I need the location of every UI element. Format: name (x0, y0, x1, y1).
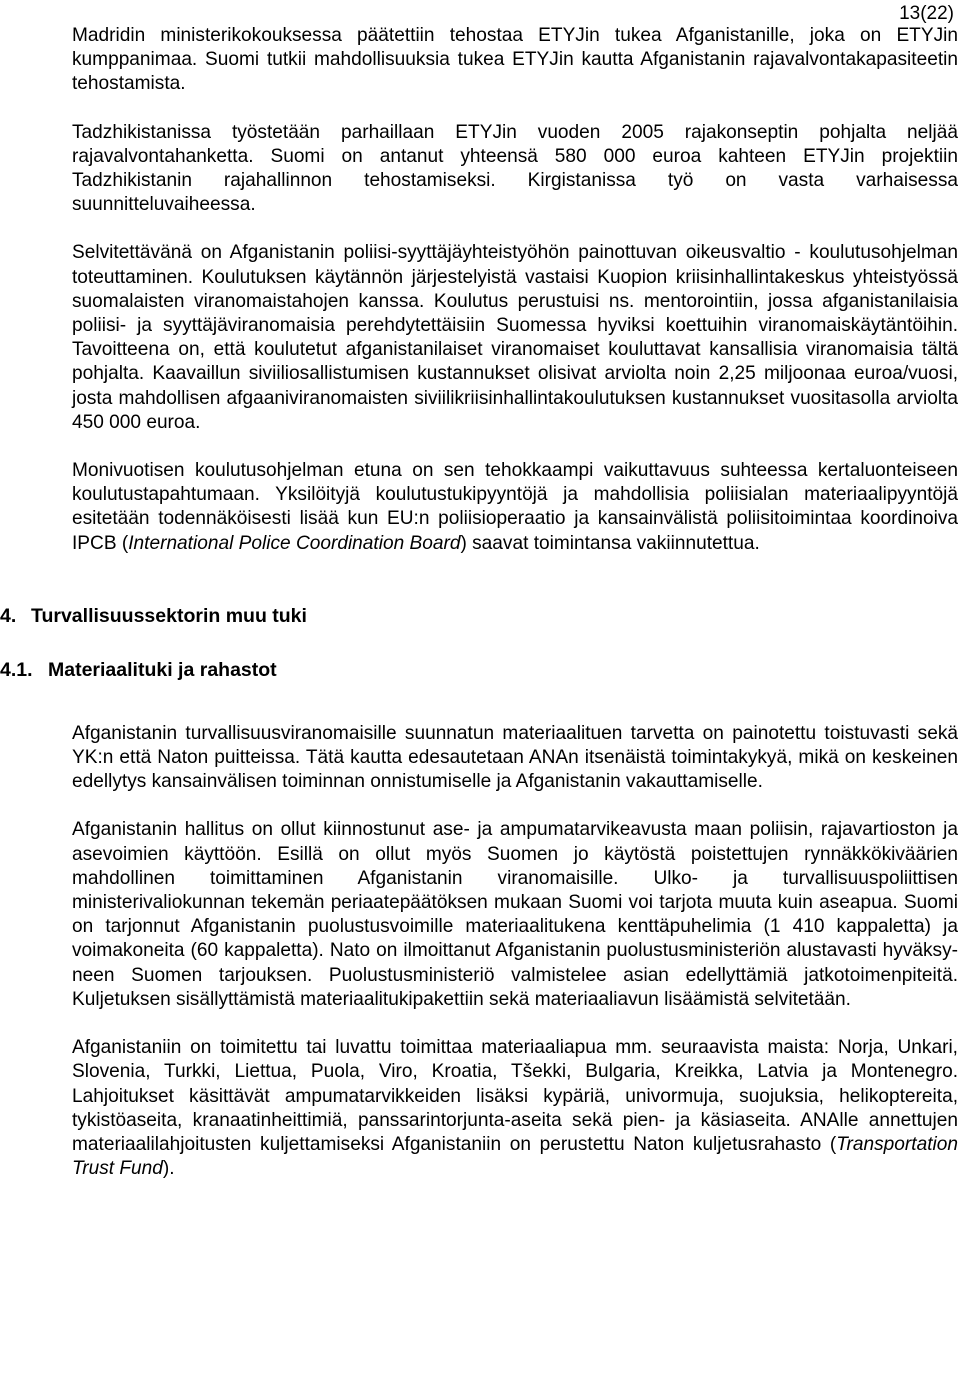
text-run: Monivuotisen koulutusohjelman etuna on sen tehokkaampi vaikuttavuus suhteessa kertaluonteiseen koulutustapahtumaan. Yksilöityjä koulutustukipyyntöjä ja mahdollisia poliisialan materiaalipyyntöjä esitetään todennäköisesti lisää kun EU:n poliisioperaatio ja kansainvälistä poliisitoimintaa koordinoiva IPCB ( (72, 460, 958, 554)
section-title: Turvallisuussektorin muu tuki (31, 604, 307, 627)
paragraph-monivuotisen (72, 459, 958, 556)
paragraph-turvallisuusviranomaisille: Afganistanin turvallisuusviranomaisille suunnatun materiaalituen tarvetta on painotettu toistuvasti sekä YK:n että Naton puitteissa. Tätä kautta edesautetaan ANAn itsenäistä toimintakykyä, mikä on keskeinen edellytys kansainvälisen toiminnan onnistumiselle ja Afganistanin vakauttamiselle. (72, 722, 958, 793)
paragraph-madrid: Madridin ministerikokouksessa päätettiin tehostaa ETYJin tukea Afganistanille, joka on ETYJin kumppanimaa. Suomi tutkii mahdollisuuksia tukea ETYJin kautta Afganistanin rajavalvontakapasiteetin tehostamista. (72, 25, 958, 95)
text-run: Afganistaniin on toimitettu tai luvattu toimittaa materiaaliapua mm. seuraavista maista: Norja, Unkari, Slovenia, Turkki, Liettua, Puola, Viro, Kroatia, Tšekki, Bulgaria, Kreikka, Latvia ja Montenegro. Lahjoitukset käsittävät ampumatarvikkeiden lisäksi kypäriä, univormuja, suojuksia, helikoptereita, tykistöaseita, kranaatinheittimiä, panssarintorjunta-aseita sekä pien- ja käsiaseita. ANAlle annettujen materiaalilahjoitusten kuljettamiseksi Afganistaniin on perustettu Naton kuljetusrahasto ( (72, 1037, 958, 1155)
section-number: 4. (0, 604, 17, 627)
section-heading-4-1 (0, 658, 958, 682)
paragraph-tadzhikistan: Tadzhikistanissa työstetään parhaillaan ETYJin vuoden 2005 rajakonseptin pohjalta neljää rajavalvontahanketta. Suomi on antanut yhteensä 580 000 euroa kahteen ETYJin projektiin Tadzhikistanin rajahallinnon tehostamiseksi. Kirgistanissa työ on vasta varhaisessa suunnitteluvaiheessa. (72, 121, 958, 216)
section-title: Materiaalituki ja rahastot (48, 658, 277, 681)
text-run: ). (162, 1158, 175, 1180)
paragraph-toimitettu (72, 1036, 958, 1181)
section-heading-4 (0, 604, 958, 628)
paragraph-selvitettavana: Selvitettävänä on Afganistanin poliisi-syyttäjäyhteistyöhön painottuvan oikeusvaltio - koulutusohjelman toteuttaminen. Koulutuksen käytännön järjestelyistä vastaisi Kuopion kriisinhallintakeskus yhteistyössä suomalaisten viranomaistahojen kanssa. Koulutus perustuisi ns. mentorointiin, jossa afganistanilaisia poliisi- ja syyttäjäviranomaisia perehdytettäisiin Suomessa hyviksi koettuihin viranomaiskäytäntöihin. Tavoitteena on, että koulutetut afganistanilaiset viranomaiset kouluttavat kansallisia viranomaisia tältä pohjalta. Kaavaillun siviiliosallistumisen kustannukset olisivat arviolta noin 2,25 miljoonaa euroa/vuosi, josta mahdollisen afgaaniviranomaisten siviilikriisinhallintakoulutuksen kustannukset vuositasolla arviolta 450 000 euroa. (72, 242, 958, 433)
page-number: 13(22) (899, 3, 954, 24)
italic-term: Transportation Trust Fund (72, 1133, 958, 1180)
document-body (0, 24, 958, 1181)
section-number: 4.1. (0, 658, 33, 681)
paragraph-hallitus: Afganistanin hallitus on ollut kiinnostunut ase- ja ampumatarvikeavusta maan poliisin, rajavartioston ja asevoimien käyttöön. Esillä on ollut myös Suomen jo käytöstä poistettujen rynnäkkökiväärien mahdollinen toimittaminen Afganistanin viranomaisille. Ulko- ja turvallisuuspoliittisen ministerivaliokunnan tekemän periaatepäätöksen mukaan Suomi voi tarjota muuta kuin aseapua. Suomi on tarjonnut Afganistanin puolustusvoimille materiaalitukena kenttäpuhelimia (1 410 kappaletta) ja voimakoneita (60 kappaletta). Nato on ilmoittanut Afganistanin puolustusministeriön alustavasti hyväksyneen Suomen tarjouksen. Puolustusministeriö valmistelee asian edellyttämiä jatkotoimenpiteitä. Kuljetuksen sisällyttämistä materiaalitukipakettiin sekä materiaaliavun lisäämistä selvitetään. (72, 819, 958, 1010)
italic-term: International Police Coordination Board (128, 532, 461, 554)
text-run: ) saavat toimintansa vakiinnutettua. (460, 532, 760, 554)
